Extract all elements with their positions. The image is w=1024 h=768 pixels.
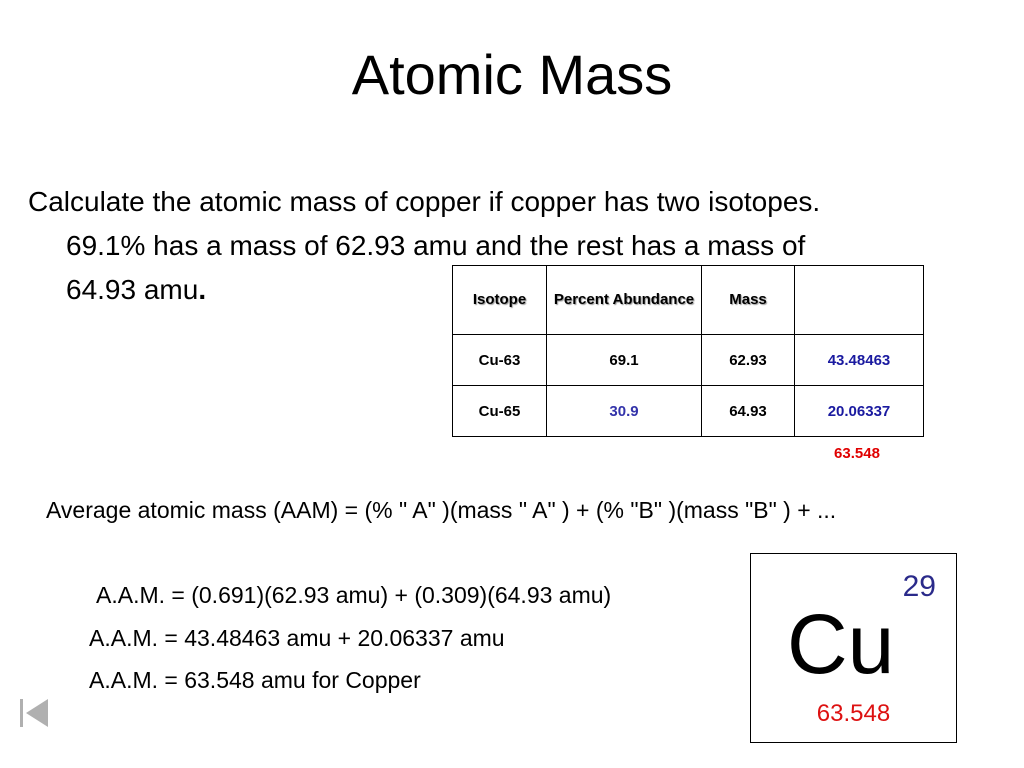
cell-percent: 69.1 [547, 335, 702, 386]
slide-title: Atomic Mass [351, 43, 673, 106]
cell-product: 43.48463 [795, 335, 924, 386]
header-blank [795, 266, 924, 335]
element-tile [750, 553, 957, 743]
header-isotope: Isotope [453, 266, 547, 335]
table-total: 63.548 [834, 445, 880, 462]
cell-percent: 30.9 [547, 386, 702, 437]
equation-step-2: A.A.M. = 43.48463 amu + 20.06337 amu [89, 625, 505, 651]
element-symbol: Cu [787, 597, 895, 691]
table-row [453, 335, 924, 386]
problem-line-3-text: 64.93 amu [66, 274, 199, 305]
cell-isotope: Cu-63 [453, 335, 547, 386]
table-row [453, 386, 924, 437]
problem-line-2: 69.1% has a mass of 62.93 amu and the rest has a mass of [66, 230, 806, 261]
isotope-table [452, 265, 924, 437]
general-equation: Average atomic mass (AAM) = (% " A" )(mass " A" ) + (% "B" )(mass "B" ) + ... [46, 497, 837, 523]
equation-step-1: A.A.M. = (0.691)(62.93 amu) + (0.309)(64.93 amu) [96, 582, 612, 608]
header-percent-abundance: Percent Abundance [547, 266, 702, 335]
cell-mass: 64.93 [702, 386, 795, 437]
header-mass: Mass [702, 266, 795, 335]
equation-step-3: A.A.M. = 63.548 amu for Copper [89, 667, 421, 693]
first-slide-button[interactable] [16, 693, 56, 733]
problem-line-1: Calculate the atomic mass of copper if copper has two isotopes. [28, 186, 821, 217]
first-slide-icon [16, 693, 56, 733]
problem-line-3-period: . [198, 274, 207, 305]
atomic-number: 29 [902, 570, 936, 603]
table-header-row [453, 266, 924, 335]
cell-mass: 62.93 [702, 335, 795, 386]
cell-isotope: Cu-65 [453, 386, 547, 437]
element-atomic-mass: 63.548 [816, 700, 891, 727]
cell-product: 20.06337 [795, 386, 924, 437]
